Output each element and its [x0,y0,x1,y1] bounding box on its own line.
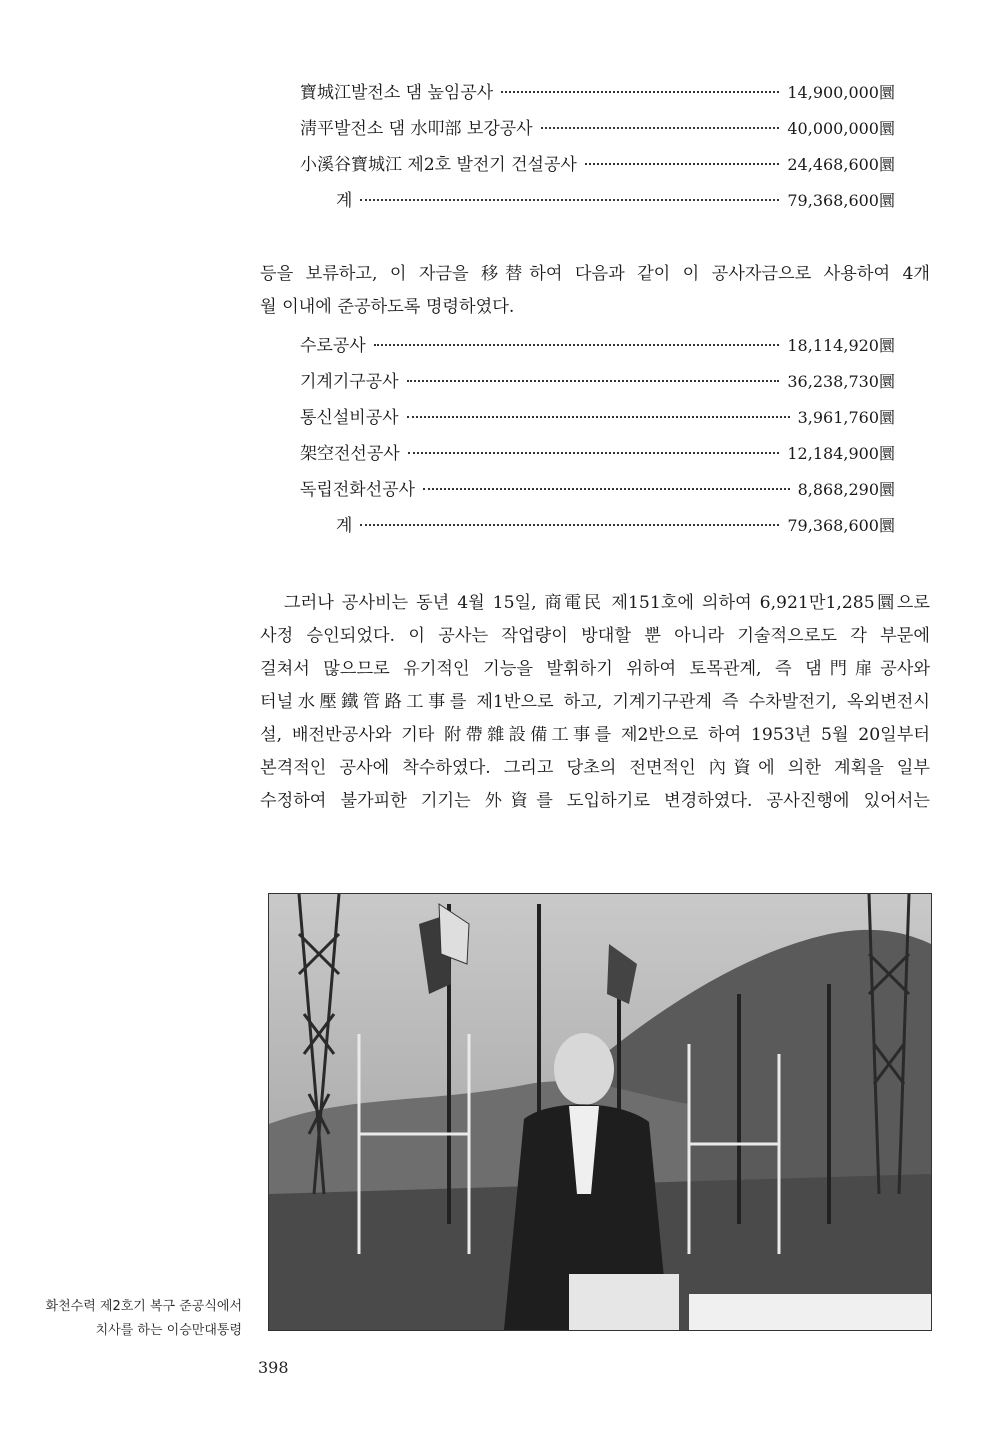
ledger-label: 독립전화선공사 [300,480,415,500]
ledger-total-amount: 79,368,600圜 [787,516,895,535]
paragraph-approval [260,587,930,818]
text-line: 터널水壓鐵管路工事를 제1반으로 하고, 기계기구관계 즉 수차발전기, 옥외변전시 [260,692,930,712]
text-line: 수정하여 불가피한 기기는 外資를 도입하기로 변경하였다. 공사진행에 있어서는 [260,791,930,811]
text-line: 월 이내에 준공하도록 명령하였다. [260,297,515,317]
leader-dots [374,344,780,346]
ledger-label: 통신설비공사 [300,408,399,428]
paragraph-reallocation [260,258,930,324]
leader-dots [360,524,779,526]
text-line: 본격적인 공사에 착수하였다. 그리고 당초의 전면적인 內資에 의한 계획을 일부 [260,758,930,778]
ledger-amount: 14,900,000圜 [787,83,895,102]
ledger-total-amount: 79,368,600圜 [787,191,895,210]
ledger-amount: 3,961,760圜 [797,408,895,427]
leader-dots [541,127,780,129]
leader-dots [407,416,790,418]
ledger-row [300,78,895,114]
ledger-row [300,475,895,511]
ledger-amount: 36,238,730圜 [787,372,895,391]
page-number: 398 [258,1358,289,1377]
ledger-row [300,439,895,475]
ledger-row [300,367,895,403]
ledger-amount: 18,114,920圜 [787,336,895,355]
ledger-total-row [300,186,895,222]
ledger-label: 寶城江발전소 댐 높임공사 [300,83,494,103]
ledger-total-row [300,511,895,547]
text-line: 등을 보류하고, 이 자금을 移替하여 다음과 같이 이 공사자금으로 사용하여 4개 [260,264,930,284]
ledger-amount: 40,000,000圜 [787,119,895,138]
ledger-row [300,114,895,150]
ledger-amount: 24,468,600圜 [787,155,895,174]
text-line: 걸쳐서 많으므로 유기적인 기능을 발휘하기 위하여 토목관계, 즉 댐門扉공사와 [260,659,930,679]
ledger-row [300,150,895,186]
ledger-label: 기계기구공사 [300,372,399,392]
ledger-row [300,403,895,439]
ledger-label: 수로공사 [300,336,366,356]
ledger-label: 小溪谷寶城江 제2호 발전기 건설공사 [300,155,577,175]
caption-line: 화천수력 제2호기 복구 준공식에서 [45,1299,242,1314]
ledger-construction-costs-2 [300,331,895,547]
text-line: 그러나 공사비는 동년 4월 15일, 商電民 제151호에 의하여 6,921만1,285圜으로 [284,593,930,613]
ceremony-photograph [268,893,932,1331]
leader-dots [408,452,780,454]
ledger-construction-costs-1 [300,78,895,222]
leader-dots [360,199,779,201]
ledger-total-label: 계 [336,191,353,211]
text-line: 사정 승인되었다. 이 공사는 작업량이 방대할 뿐 아니라 기술적으로도 각 부문에 [260,626,930,646]
ledger-total-label: 계 [336,516,353,536]
leader-dots [407,380,780,382]
leader-dots [585,163,780,165]
ledger-label: 淸平발전소 댐 水叩部 보강공사 [300,119,533,139]
ledger-row [300,331,895,367]
ledger-amount: 8,868,290圜 [797,480,895,499]
leader-dots [501,91,779,93]
ledger-amount: 12,184,900圜 [787,444,895,463]
text-line: 설, 배전반공사와 기타 附帶雜設備工事를 제2반으로 하여 1953년 5월 20일부터 [260,725,930,745]
ledger-label: 架空전선공사 [300,444,400,464]
leader-dots [423,488,790,490]
caption-line: 치사를 하는 이승만대통령 [95,1323,242,1338]
photo-caption [2,1295,242,1343]
